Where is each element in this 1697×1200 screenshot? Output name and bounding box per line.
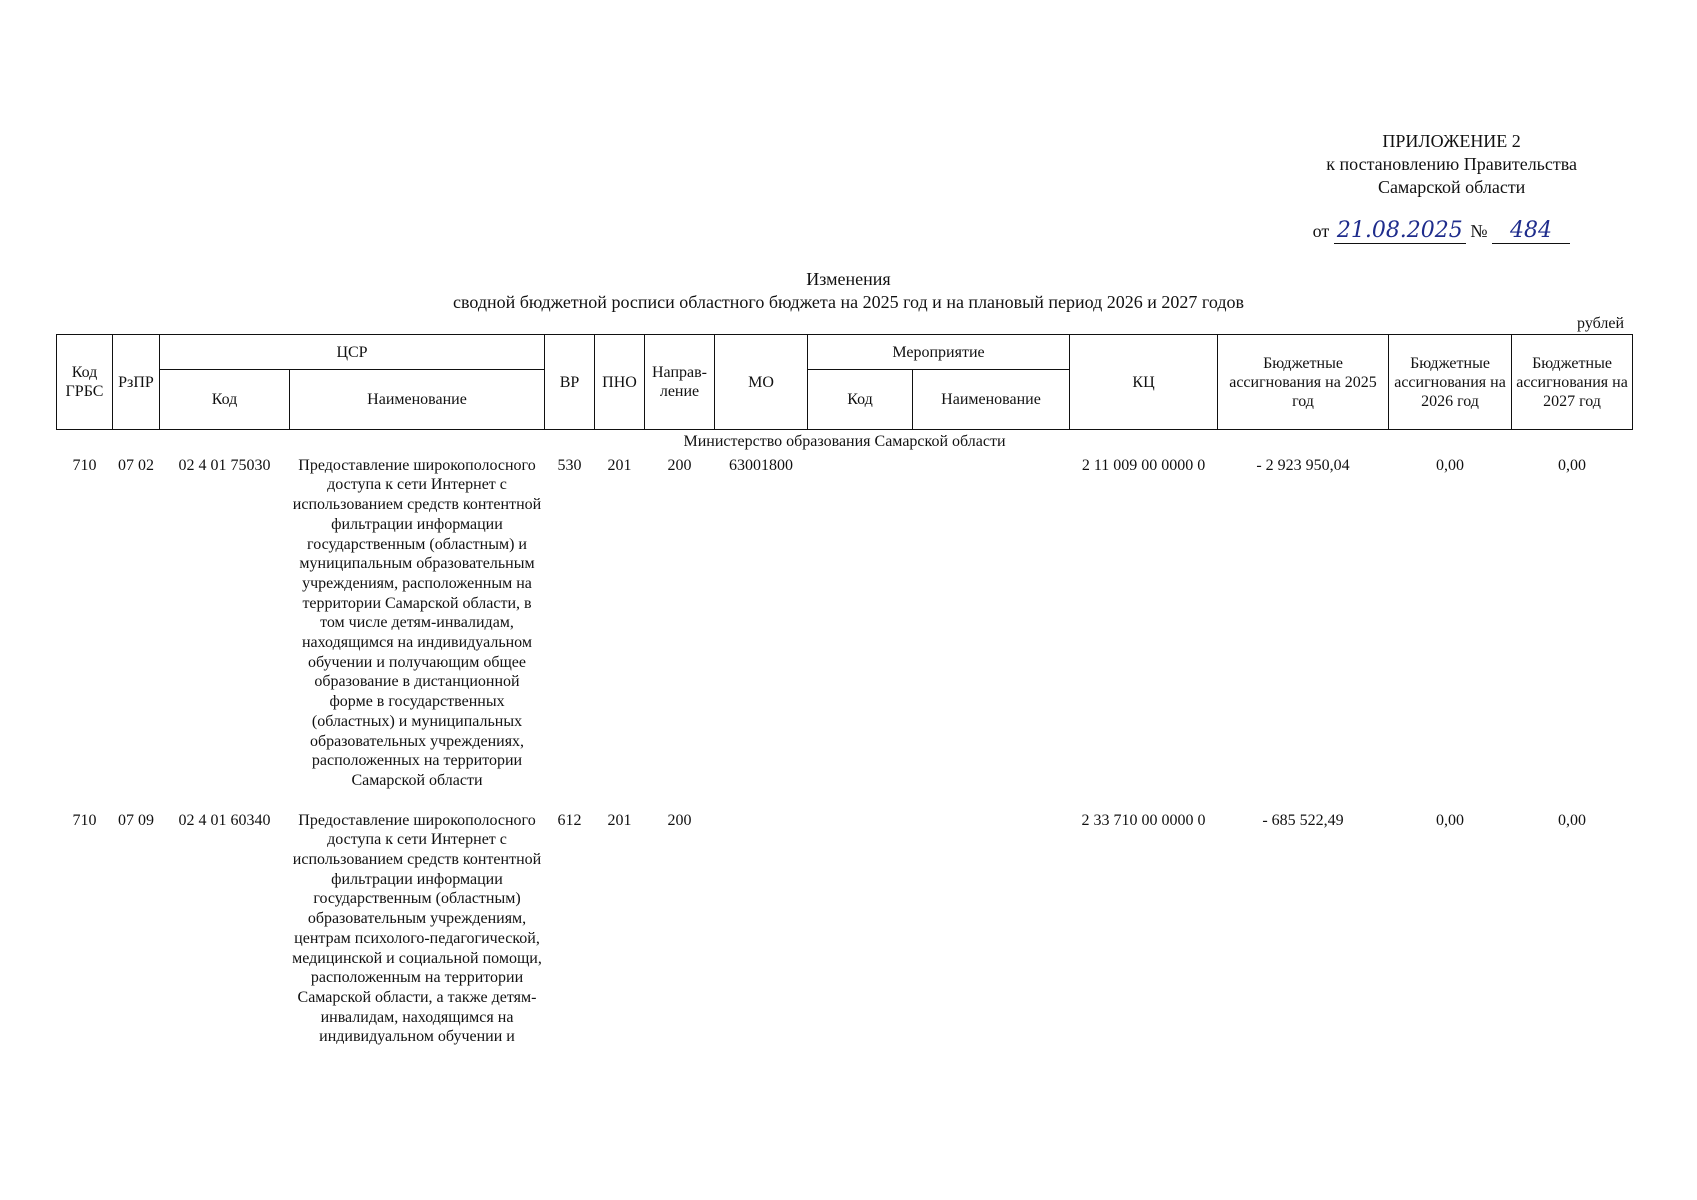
col-direction: Направ-ление	[645, 335, 715, 430]
col-csr-kod: Код	[160, 370, 290, 430]
budget-table	[56, 334, 1633, 1049]
col-mo: МО	[715, 335, 808, 430]
header-row-1	[57, 335, 1633, 370]
cell-grbs: 710	[72, 811, 97, 829]
title-line-1: Изменения	[806, 269, 891, 289]
cell-csr-name: Предоставление широкополосного доступа к сети Интернет с использованием средств контентной фильтрации информации государственным (областным) и муниципальным образовательным учреждениям, расположенным на территории Самарской области, в том числе детям-инвалидам, находящимся на индивидуальном обучении и получающим общее образование в дистанционной форме в государственных (областных) и муниципальных образовательных учреждениях, расположенных на территории Самарской области	[292, 456, 542, 789]
cell-budget-2027: 0,00	[1558, 456, 1587, 474]
cell-csr-name: Предоставление широкополосного доступа к сети Интернет с использованием средств контентной фильтрации информации государственным (областным) образовательным учреждениям, центрам психолого-педагогической, медицинской и социальной помощи, расположенным на территории Самарской области, а также детям-инвалидам, находящимся на индивидуальном обучении и	[292, 811, 542, 1046]
cell-pno: 201	[607, 811, 632, 829]
cell-mo	[715, 809, 808, 1049]
cell-csr-kod: 02 4 01 75030	[178, 456, 271, 474]
col-csr-name: Наименование	[290, 370, 545, 430]
col-csr: ЦСР	[160, 335, 545, 370]
cell-vr: 530	[557, 456, 582, 474]
col-event-kod: Код	[808, 370, 913, 430]
cell-event-name	[913, 454, 1070, 793]
col-kod-grbs: Код ГРБС	[57, 335, 113, 430]
handwritten-date: 21.08.2025	[1334, 218, 1466, 244]
col-budget-2025: Бюджетные ассигнования на 2025 год	[1218, 335, 1389, 430]
cell-event-kod	[808, 809, 913, 1049]
cell-budget-2025: - 685 522,49	[1262, 811, 1344, 829]
col-vr: ВР	[545, 335, 595, 430]
cell-budget-2026: 0,00	[1436, 456, 1465, 474]
cell-mo: 63001800	[729, 456, 793, 474]
appendix-block	[1326, 130, 1577, 199]
section-title: Министерство образования Самарской области	[683, 433, 1006, 450]
table-row	[57, 809, 1633, 1049]
cell-vr: 612	[557, 811, 582, 829]
col-budget-2027: Бюджетные ассигнования на 2027 год	[1512, 335, 1633, 430]
cell-budget-2026: 0,00	[1436, 811, 1465, 829]
spacer-cell	[57, 793, 1633, 809]
cell-pno: 201	[607, 456, 632, 474]
number-prefix: №	[1470, 221, 1488, 241]
document-title	[0, 268, 1697, 314]
decree-line	[1313, 218, 1570, 244]
unit-label: рублей	[1577, 315, 1624, 332]
cell-kc: 2 11 009 00 0000 0	[1081, 456, 1206, 474]
cell-grbs: 710	[72, 456, 97, 474]
appendix-region: Самарской области	[1377, 177, 1526, 197]
col-pno: ПНО	[595, 335, 645, 430]
cell-direction: 200	[667, 456, 692, 474]
cell-budget-2027: 0,00	[1558, 811, 1587, 829]
row-spacer	[57, 793, 1633, 809]
date-prefix: от	[1312, 221, 1330, 241]
cell-event-name	[913, 809, 1070, 1049]
appendix-resolution: к постановлению Правительства	[1326, 154, 1577, 174]
col-rzpr: РзПР	[113, 335, 160, 430]
cell-kc: 2 33 710 00 0000 0	[1081, 811, 1206, 829]
appendix-title: ПРИЛОЖЕНИЕ 2	[1382, 131, 1521, 151]
table-row	[57, 454, 1633, 793]
title-line-2: сводной бюджетной росписи областного бюджета на 2025 год и на плановый период 2026 и 2027 годов	[453, 292, 1244, 312]
cell-budget-2025: - 2 923 950,04	[1256, 456, 1350, 474]
cell-csr-kod: 02 4 01 60340	[178, 811, 271, 829]
cell-rzpr: 07 02	[118, 456, 154, 474]
section-row	[57, 430, 1633, 454]
cell-rzpr: 07 09	[118, 811, 154, 829]
col-event: Мероприятие	[808, 335, 1070, 370]
cell-event-kod	[808, 454, 913, 793]
col-kc: КЦ	[1070, 335, 1218, 430]
handwritten-number: 484	[1492, 218, 1570, 244]
cell-direction: 200	[667, 811, 692, 829]
col-event-name: Наименование	[913, 370, 1070, 430]
col-budget-2026: Бюджетные ассигнования на 2026 год	[1389, 335, 1512, 430]
